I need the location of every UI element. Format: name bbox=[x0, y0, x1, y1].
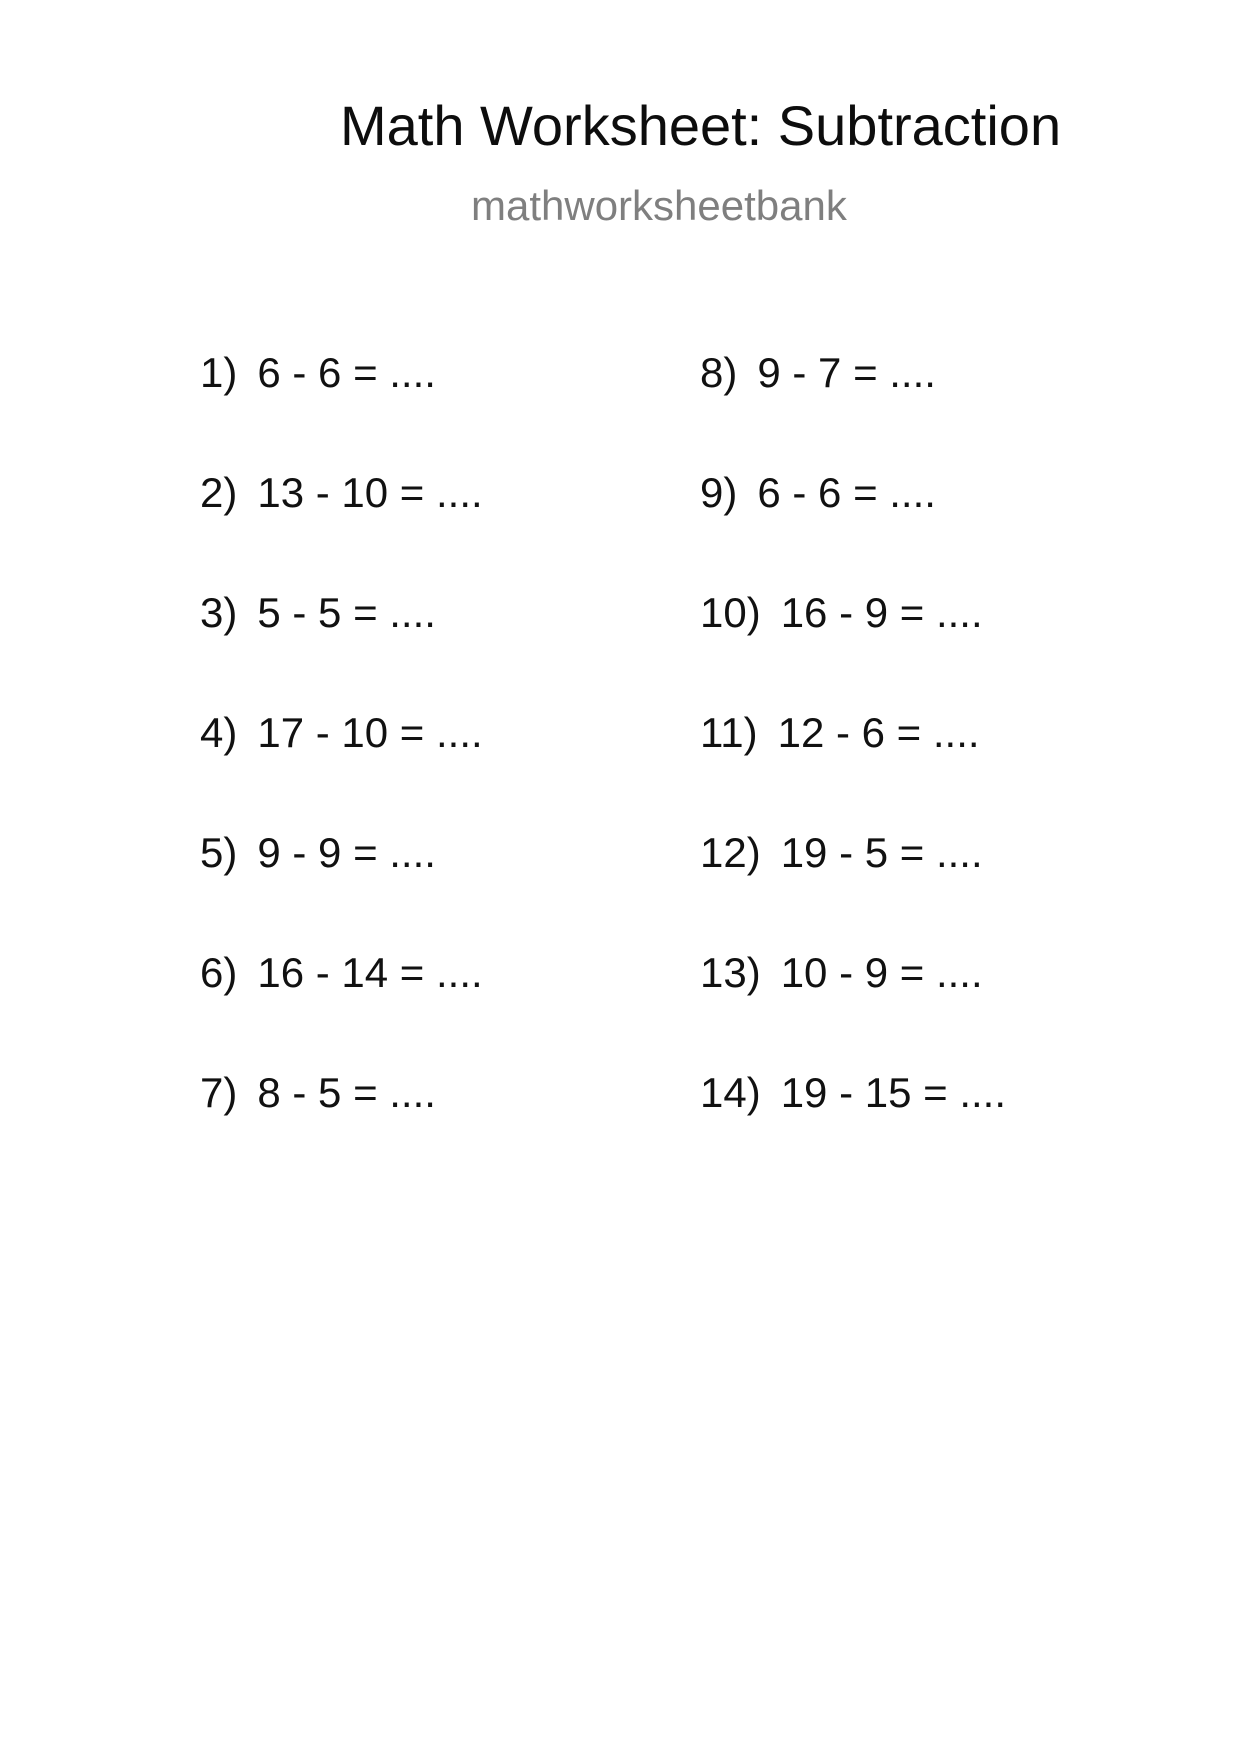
problem-12 bbox=[700, 829, 1006, 952]
problem-expression: 6 - 6 = .... bbox=[757, 469, 936, 516]
problem-13 bbox=[700, 949, 1006, 1072]
problem-number: 14) bbox=[700, 1069, 761, 1116]
problem-14 bbox=[700, 1069, 1007, 1192]
problem-expression: 9 - 9 = .... bbox=[257, 829, 436, 876]
problem-expression: 10 - 9 = .... bbox=[780, 949, 983, 996]
problem-number: 2) bbox=[200, 469, 238, 516]
problem-number: 12) bbox=[700, 829, 761, 876]
problem-number: 9) bbox=[700, 469, 738, 516]
problem-column-right bbox=[700, 349, 1007, 1192]
problem-expression: 19 - 5 = .... bbox=[780, 829, 983, 876]
problem-expression: 16 - 9 = .... bbox=[780, 589, 983, 636]
problem-expression: 13 - 10 = .... bbox=[257, 469, 483, 516]
problem-expression: 6 - 6 = .... bbox=[257, 349, 436, 396]
problem-number: 13) bbox=[700, 949, 761, 996]
problem-9 bbox=[700, 469, 1006, 592]
problem-number: 8) bbox=[700, 349, 738, 396]
problem-number: 11) bbox=[700, 709, 758, 756]
problem-number: 1) bbox=[200, 349, 238, 396]
problem-number: 3) bbox=[200, 589, 238, 636]
problem-number: 6) bbox=[200, 949, 238, 996]
problem-expression: 5 - 5 = .... bbox=[257, 589, 436, 636]
problem-11 bbox=[700, 709, 1006, 832]
problem-6 bbox=[200, 949, 483, 1072]
source-label: mathworksheetbank bbox=[471, 182, 847, 229]
problem-2 bbox=[200, 469, 483, 592]
problem-number: 10) bbox=[700, 589, 761, 636]
problem-expression: 19 - 15 = .... bbox=[780, 1069, 1007, 1116]
problem-expression: 12 - 6 = .... bbox=[777, 709, 980, 756]
problem-column-left bbox=[200, 349, 483, 1192]
problem-number: 4) bbox=[200, 709, 238, 756]
problem-1 bbox=[200, 349, 483, 472]
page-title: Math Worksheet: Subtraction bbox=[340, 94, 1062, 157]
problem-7 bbox=[200, 1069, 483, 1192]
problem-10 bbox=[700, 589, 1006, 712]
problem-expression: 9 - 7 = .... bbox=[757, 349, 936, 396]
problem-5 bbox=[200, 829, 483, 952]
problem-expression: 8 - 5 = .... bbox=[257, 1069, 436, 1116]
problem-4 bbox=[200, 709, 483, 832]
problem-expression: 17 - 10 = .... bbox=[257, 709, 483, 756]
problem-number: 7) bbox=[200, 1069, 238, 1116]
problem-8 bbox=[700, 349, 1006, 472]
problem-number: 5) bbox=[200, 829, 238, 876]
problem-expression: 16 - 14 = .... bbox=[257, 949, 483, 996]
problem-3 bbox=[200, 589, 483, 712]
